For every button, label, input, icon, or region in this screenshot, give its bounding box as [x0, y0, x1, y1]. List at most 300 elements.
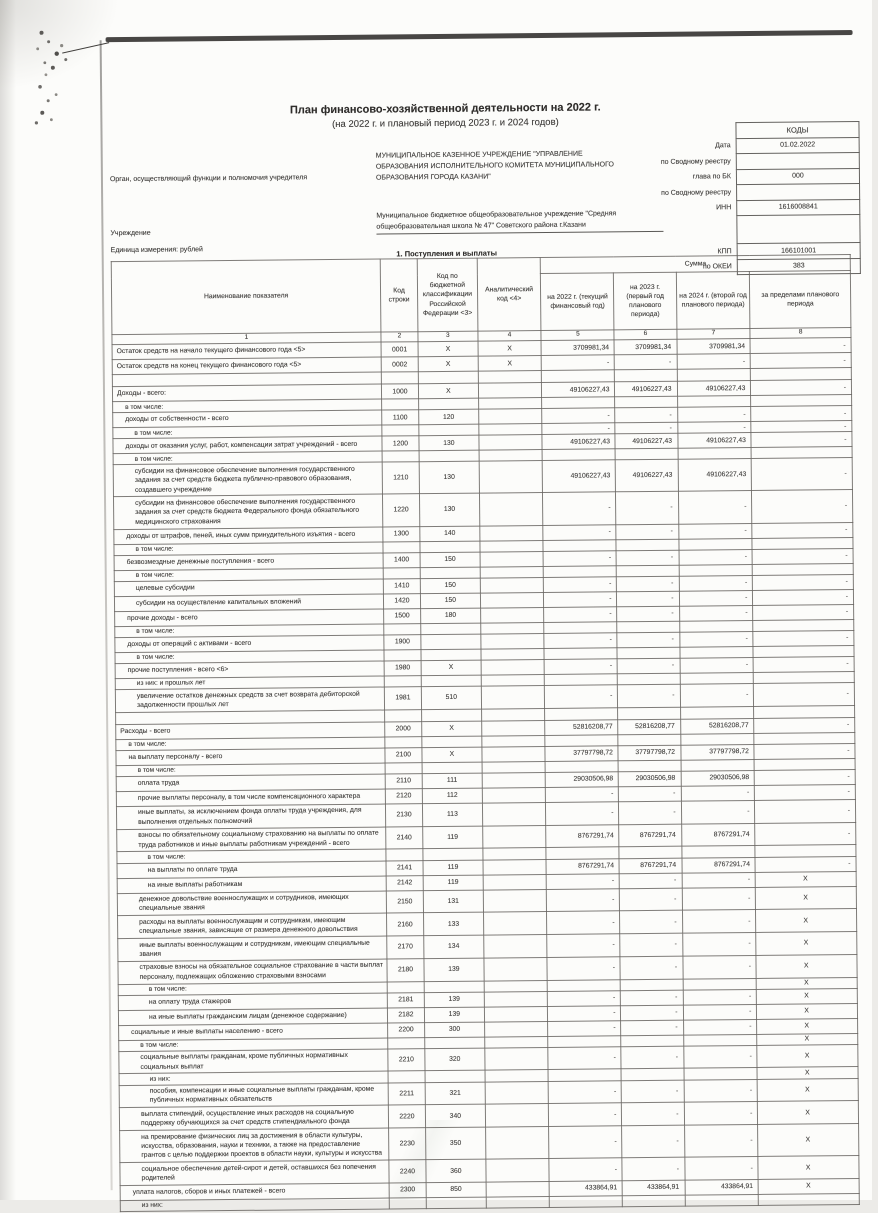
row-analytic — [484, 980, 548, 992]
row-kbk: 510 — [421, 686, 481, 709]
col-header-sum: Сумма — [541, 255, 851, 274]
row-code: 2000 — [385, 721, 422, 736]
amount-2022: 29030506,98 — [545, 772, 618, 788]
unit-of-measure: Единица измерения: рублей — [110, 246, 204, 255]
amount-beyond: - — [751, 353, 852, 369]
amount-2023: 49106227,43 — [615, 433, 677, 449]
amount-2022: - — [547, 934, 620, 957]
amount-2023: 8767291,74 — [619, 824, 681, 847]
row-label: из них: и прошлых лет — [115, 676, 384, 690]
row-kbk: 180 — [421, 608, 481, 624]
row-analytic — [482, 746, 546, 762]
row-analytic — [485, 1127, 549, 1160]
scan-edge-line-left — [100, 40, 113, 1190]
amount-beyond: X — [756, 954, 857, 978]
amount-2022: - — [544, 592, 617, 608]
codes-label: глава по БК — [692, 173, 731, 181]
row-analytic — [483, 912, 547, 935]
page-title: План финансово-хозяйственной деятельности на 2022 г. — [289, 101, 601, 117]
codes-value — [737, 183, 860, 200]
row-kbk — [425, 1037, 485, 1049]
col-number: 1 — [112, 332, 381, 345]
row-code: 1420 — [383, 593, 420, 608]
row-kbk — [419, 398, 479, 410]
row-analytic — [480, 540, 544, 552]
row-analytic — [483, 889, 547, 912]
amount-2022 — [546, 847, 619, 859]
row-kbk: 340 — [425, 1104, 485, 1127]
row-label: Остаток средств на начало текущего финансового года <5> — [112, 342, 381, 360]
row-kbk: X — [418, 383, 478, 399]
row-analytic — [484, 957, 548, 980]
amount-2024: - — [679, 549, 753, 565]
amount-2023: 52816208,77 — [618, 719, 680, 735]
row-analytic — [481, 622, 545, 634]
row-label: доходы от собственности - всего — [113, 410, 382, 428]
row-analytic — [482, 761, 546, 773]
row-code: 1981 — [384, 687, 421, 710]
row-kbk: 140 — [420, 526, 480, 542]
row-kbk: X — [418, 341, 478, 357]
amount-2022 — [542, 449, 615, 461]
row-code — [383, 541, 420, 552]
row-label: в том числе: — [115, 624, 384, 638]
amount-2022: - — [544, 659, 617, 675]
row-label: прочие доходы - всего — [115, 609, 384, 627]
amount-2023: - — [615, 354, 677, 370]
row-label: целевые субсидии — [114, 579, 383, 597]
row-analytic — [480, 577, 544, 593]
amount-2024 — [683, 1034, 757, 1046]
amount-2023 — [616, 539, 678, 551]
row-label: в том числе: — [115, 650, 384, 664]
empty-cell — [478, 371, 542, 384]
row-label: в том числе: — [116, 737, 385, 751]
codes-value: 166101001 — [737, 242, 860, 259]
amount-2023: - — [615, 407, 677, 423]
row-kbk — [424, 981, 484, 993]
row-analytic — [480, 607, 544, 623]
amount-beyond: - — [752, 522, 853, 538]
amount-2022: - — [543, 492, 616, 525]
empty-cell — [542, 370, 615, 383]
amount-2024 — [679, 620, 753, 632]
amount-2024 — [684, 1068, 758, 1080]
amount-2024: - — [684, 1102, 758, 1125]
row-code: 2150 — [386, 890, 423, 913]
empty-cell — [680, 706, 754, 719]
row-label: из них: — [120, 1198, 389, 1212]
row-label: пособия, компенсации и иные социальные выплаты гражданам, кроме публичных нормативных обязательств — [119, 1083, 388, 1108]
row-analytic — [485, 1081, 549, 1104]
amount-2023: - — [622, 1157, 684, 1180]
amount-2024 — [679, 564, 753, 576]
amount-2022 — [548, 1069, 621, 1081]
amount-beyond: - — [755, 822, 856, 846]
amount-2022: - — [546, 873, 619, 889]
row-code: 1500 — [384, 608, 421, 623]
row-label: уплата налогов, сборов и иных платежей - всего — [120, 1183, 389, 1201]
row-code: 2120 — [385, 789, 422, 804]
amount-2024 — [685, 1194, 759, 1206]
amount-2022: - — [544, 607, 617, 623]
empty-cell — [385, 709, 422, 721]
row-label: выплата стипендий, осуществление иных расходов на социальную поддержку обучающихся за счет средств стипендиального фонда — [119, 1105, 388, 1130]
row-label: из них: — [119, 1071, 388, 1085]
amount-2022: 433864,91 — [549, 1181, 622, 1197]
row-code: 2110 — [385, 774, 422, 789]
section-title: 1. Поступления и выплаты — [396, 248, 498, 259]
amount-2024: 52816208,77 — [680, 718, 754, 734]
row-code — [382, 425, 419, 436]
row-kbk: 112 — [422, 788, 482, 804]
row-label: на иные выплаты работникам — [117, 876, 386, 894]
amount-2022: - — [549, 1158, 622, 1181]
row-analytic — [480, 525, 544, 541]
row-kbk: 119 — [423, 826, 483, 849]
row-analytic — [485, 1070, 549, 1082]
row-analytic — [484, 1036, 548, 1048]
amount-2024 — [683, 978, 757, 990]
amount-2022: 49106227,43 — [542, 382, 615, 398]
amount-2024 — [678, 538, 752, 550]
amount-2023: - — [618, 658, 680, 674]
amount-2022: 3709981,34 — [541, 340, 614, 356]
row-label: на оплату труда стажеров — [118, 993, 387, 1011]
codes-label: КПП — [717, 247, 732, 256]
amount-2022 — [548, 1035, 621, 1047]
amount-2023: - — [621, 1046, 683, 1069]
amount-2024: 49106227,43 — [677, 381, 751, 397]
amount-2024: - — [682, 887, 756, 910]
codes-label: ИНН — [716, 204, 732, 212]
row-kbk: X — [421, 660, 481, 676]
amount-beyond — [759, 1193, 860, 1205]
amount-2023: - — [617, 550, 679, 566]
amount-2024: - — [684, 1079, 758, 1102]
row-analytic — [480, 592, 544, 608]
amount-2024: - — [682, 910, 756, 933]
row-kbk: 850 — [426, 1182, 486, 1198]
amount-2022: 37797798,72 — [545, 746, 618, 762]
row-label: в том числе: — [113, 425, 382, 439]
col-number: 2 — [381, 332, 418, 342]
row-analytic — [481, 648, 545, 660]
row-analytic — [483, 874, 547, 890]
amount-2022: - — [544, 633, 617, 649]
row-code — [385, 763, 422, 774]
row-label: доходы от операций с активами - всего — [115, 635, 384, 653]
amount-beyond: - — [753, 574, 854, 590]
amount-2022: - — [547, 957, 620, 980]
amount-2022: - — [548, 1020, 621, 1036]
row-kbk: 131 — [423, 890, 483, 913]
row-label: на выплату персоналу - всего — [116, 748, 385, 766]
row-code — [384, 623, 421, 634]
row-code: 1210 — [382, 462, 419, 494]
col-header-beyond: за пределами планового периода — [750, 271, 851, 329]
amount-beyond: X — [757, 1067, 858, 1079]
main-table — [111, 254, 860, 1212]
amount-beyond: - — [755, 856, 856, 872]
amount-2022: - — [542, 423, 615, 435]
amount-2023 — [617, 565, 679, 577]
amount-beyond: X — [757, 977, 858, 989]
amount-beyond: X — [757, 1033, 858, 1045]
amount-beyond: - — [754, 717, 855, 733]
amount-beyond: X — [756, 886, 857, 910]
empty-cell — [615, 369, 677, 382]
col-header-2024: на 2024 г. (второй год планового периода) — [676, 272, 750, 330]
row-label: денежное довольствие военнослужащих и сотрудников, имеющих специальные звания — [117, 891, 386, 916]
row-kbk — [419, 424, 479, 436]
amount-2024: 37797798,72 — [680, 744, 754, 760]
amount-2024: 49106227,43 — [677, 433, 751, 449]
row-label: увеличение остатков денежных средств за счет возврата дебиторской задолженности прошлых лет — [115, 687, 384, 712]
row-analytic — [479, 424, 543, 436]
amount-beyond: - — [753, 589, 854, 605]
amount-2023: - — [617, 591, 679, 607]
amount-2024: - — [683, 1004, 757, 1020]
row-kbk: 321 — [425, 1082, 485, 1105]
row-kbk — [426, 1197, 486, 1209]
institution-label: Учреждение — [110, 229, 151, 238]
row-analytic — [481, 685, 545, 708]
empty-cell — [618, 707, 680, 720]
amount-beyond: - — [751, 421, 852, 433]
amount-2022: - — [548, 990, 621, 1006]
row-label: прочие выплаты персоналу, в том числе компенсационного характера — [116, 789, 385, 807]
row-label: в том числе: — [114, 568, 383, 582]
row-analytic — [478, 409, 542, 425]
row-kbk: 130 — [419, 494, 479, 527]
amount-2024 — [678, 448, 752, 460]
organ-label: Орган, осуществляющий функции и полномочия учредителя — [109, 174, 308, 184]
amount-beyond: X — [757, 1018, 858, 1034]
col-number: 6 — [614, 329, 676, 340]
row-analytic — [483, 848, 547, 860]
row-analytic — [486, 1181, 550, 1197]
row-kbk: 139 — [424, 958, 484, 981]
amount-2023: - — [622, 1102, 684, 1125]
row-analytic — [484, 1006, 548, 1022]
row-code: 1100 — [382, 410, 419, 425]
amount-2024: 3709981,34 — [677, 339, 751, 355]
row-kbk — [421, 623, 481, 635]
row-kbk: 134 — [424, 935, 484, 958]
amount-2024 — [680, 672, 754, 684]
amount-beyond: - — [751, 380, 852, 396]
row-label: расходы на выплаты военнослужащим и сотрудникам, имеющим специальные звания, зависящие от размера денежного довольствия — [118, 913, 387, 938]
amount-2023: - — [616, 492, 678, 525]
amount-2024: 8767291,74 — [681, 823, 755, 846]
row-code: 2210 — [388, 1048, 425, 1071]
amount-2023: - — [622, 1125, 684, 1158]
amount-2024: - — [679, 631, 753, 647]
empty-cell — [421, 709, 481, 722]
amount-2024: 433864,91 — [685, 1179, 759, 1195]
row-code: 2180 — [387, 958, 424, 981]
row-code — [382, 451, 419, 462]
amount-2022: - — [547, 888, 620, 911]
empty-cell — [677, 369, 751, 382]
row-code: 2141 — [386, 860, 423, 875]
row-code: 1410 — [383, 578, 420, 593]
row-code: 2142 — [386, 875, 423, 890]
amount-2023 — [621, 979, 683, 991]
col-header-kbk: Код по бюджетной классификации Российской Федерации <3> — [417, 258, 478, 332]
row-kbk — [421, 634, 481, 650]
row-label: в том числе: — [113, 399, 382, 413]
row-analytic — [482, 802, 546, 825]
row-code: 2182 — [387, 1007, 424, 1022]
row-code: 2100 — [385, 748, 422, 763]
row-label: в том числе: — [119, 1038, 388, 1052]
amount-2024: - — [677, 422, 751, 434]
organ-value: МУНИЦИПАЛЬНОЕ КАЗЕННОЕ УЧРЕЖДЕНИЕ "УПРАВЛЕНИЕ ОБРАЗОВАНИЯ ИСПОЛНИТЕЛЬНОГО КОМИТЕТА МУНИЦИПАЛЬНОГО ОБРАЗОВАНИЯ ГОРОДА КАЗАНИ" — [375, 150, 614, 182]
col-number: 3 — [418, 331, 478, 342]
row-code: 2300 — [389, 1183, 426, 1198]
row-analytic — [481, 674, 545, 686]
amount-2023: - — [621, 1020, 683, 1036]
page-subtitle: (на 2022 г. и плановый период 2023 г. и 2024 годов) — [332, 116, 559, 131]
row-kbk — [422, 736, 482, 748]
row-analytic — [483, 859, 547, 875]
amount-2022: - — [549, 1126, 622, 1159]
row-code: 2211 — [388, 1082, 425, 1105]
row-kbk: 130 — [419, 435, 479, 451]
amount-2024: - — [679, 590, 753, 606]
row-kbk: 130 — [419, 461, 479, 494]
row-label: иные выплаты, за исключением фонда оплаты труда учреждения, для выполнения отдельных полномочий — [116, 804, 385, 829]
row-analytic: X — [478, 356, 542, 372]
col-number: 8 — [750, 328, 851, 339]
amount-2024: 49106227,43 — [678, 459, 752, 492]
row-analytic — [485, 1104, 549, 1127]
col-number: 4 — [478, 331, 542, 342]
amount-2024: - — [683, 989, 757, 1005]
row-label: доходы от оказания услуг, работ, компенсации затрат учреждений - всего — [113, 436, 382, 454]
row-analytic — [479, 461, 543, 494]
codes-label: по ОКЕИ — [702, 263, 732, 271]
row-code: 2200 — [388, 1022, 425, 1037]
row-kbk — [420, 567, 480, 579]
row-kbk — [425, 1071, 485, 1083]
amount-2022: 8767291,74 — [546, 858, 619, 874]
empty-cell — [754, 705, 855, 718]
row-label: в том числе: — [114, 542, 383, 556]
amount-2022: - — [543, 524, 616, 540]
row-analytic — [479, 450, 543, 462]
row-code — [387, 981, 424, 992]
amount-beyond: X — [756, 932, 857, 956]
row-code — [388, 1037, 425, 1048]
row-label: иные выплаты военнослужащим и сотрудникам, имеющим специальные звания — [118, 936, 387, 961]
amount-2024: 8767291,74 — [682, 857, 756, 873]
codes-label: по Сводному реестру — [660, 157, 731, 166]
row-analytic — [484, 935, 548, 958]
row-analytic — [482, 735, 546, 747]
amount-2022: - — [545, 685, 618, 708]
row-label: социальное обеспечение детей-сирот и детей, оставшихся без попечения родителей — [120, 1160, 389, 1185]
row-code — [384, 676, 421, 687]
amount-2024 — [681, 759, 755, 771]
amount-2023: - — [621, 990, 683, 1006]
amount-2024: - — [682, 872, 756, 888]
row-analytic — [482, 787, 546, 803]
row-code: 2160 — [387, 913, 424, 936]
amount-2022: 49106227,43 — [542, 460, 615, 493]
empty-cell — [381, 372, 418, 384]
row-analytic — [481, 659, 545, 675]
amount-2022 — [544, 565, 617, 577]
codes-value — [736, 152, 859, 169]
row-code: 1200 — [382, 436, 419, 451]
row-code: 1220 — [382, 494, 419, 526]
amount-2024 — [680, 733, 754, 745]
amount-2023: 37797798,72 — [618, 745, 680, 761]
amount-2024: - — [683, 1045, 757, 1068]
row-kbk — [421, 675, 481, 687]
amount-2022 — [550, 1196, 623, 1208]
amount-2023 — [616, 448, 678, 460]
row-code — [382, 399, 419, 410]
amount-beyond: X — [758, 1101, 859, 1125]
row-label: Доходы - всего: — [112, 384, 381, 402]
row-label: в том числе: — [113, 451, 382, 465]
amount-2023 — [623, 1195, 685, 1207]
row-analytic: X — [478, 341, 542, 357]
row-label: оплата труда — [116, 774, 385, 792]
institution-value: Муниципальное бюджетное общеобразовательное учреждение "Средняя общеобразовательная школа № 47" Советского района г.Казани — [376, 209, 663, 235]
amount-2023 — [621, 1035, 683, 1047]
amount-2023: - — [619, 801, 681, 824]
row-code: 1300 — [383, 526, 420, 541]
amount-beyond: X — [756, 871, 857, 887]
row-analytic — [484, 991, 548, 1007]
amount-2024: - — [681, 785, 755, 801]
col-header-name: Наименование показателя — [111, 259, 381, 335]
row-label: на выплаты по оплате труда — [117, 861, 386, 879]
row-analytic — [479, 493, 543, 526]
amount-beyond: - — [751, 406, 852, 422]
row-label: субсидии на осуществление капитальных вложений — [114, 594, 383, 612]
amount-2023: - — [618, 684, 680, 707]
row-label: взносы по обязательному социальному страхованию на выплаты по оплате труда работников и иные выплаты работникам учреждений - всего — [117, 827, 386, 852]
row-label: Расходы - всего — [116, 722, 385, 740]
codes-header: КОДЫ — [736, 121, 859, 138]
row-code — [385, 736, 422, 747]
amount-2022: - — [548, 1046, 621, 1069]
row-kbk — [420, 541, 480, 553]
row-kbk: X — [418, 356, 478, 372]
row-label: на премирование физических лиц за достижения в области культуры, искусства, образования, науки и техники, а также на предоставление грантов с целью поддержки проектов в области науки, культуры и искусства — [120, 1128, 389, 1163]
amount-2023 — [617, 647, 679, 659]
amount-2024: - — [677, 354, 751, 370]
row-label: социальные выплаты гражданам, кроме публичных нормативных социальных выплат — [119, 1049, 388, 1074]
pen-mark — [62, 42, 109, 53]
amount-beyond: - — [754, 656, 855, 672]
amount-2024: - — [681, 800, 755, 823]
col-header-analytic: Аналитический код <4> — [477, 258, 541, 332]
amount-2024 — [680, 646, 754, 658]
row-label: субсидии на финансовое обеспечение выполнения государственного задания за счет средств бюджета публично-правового образования, создавшего учреждение — [113, 462, 382, 497]
row-code: 2130 — [385, 804, 422, 827]
amount-beyond: X — [757, 1044, 858, 1068]
row-label: социальные и иные выплаты населению - всего — [119, 1023, 388, 1041]
row-analytic — [478, 383, 542, 399]
amount-2022 — [545, 674, 618, 686]
